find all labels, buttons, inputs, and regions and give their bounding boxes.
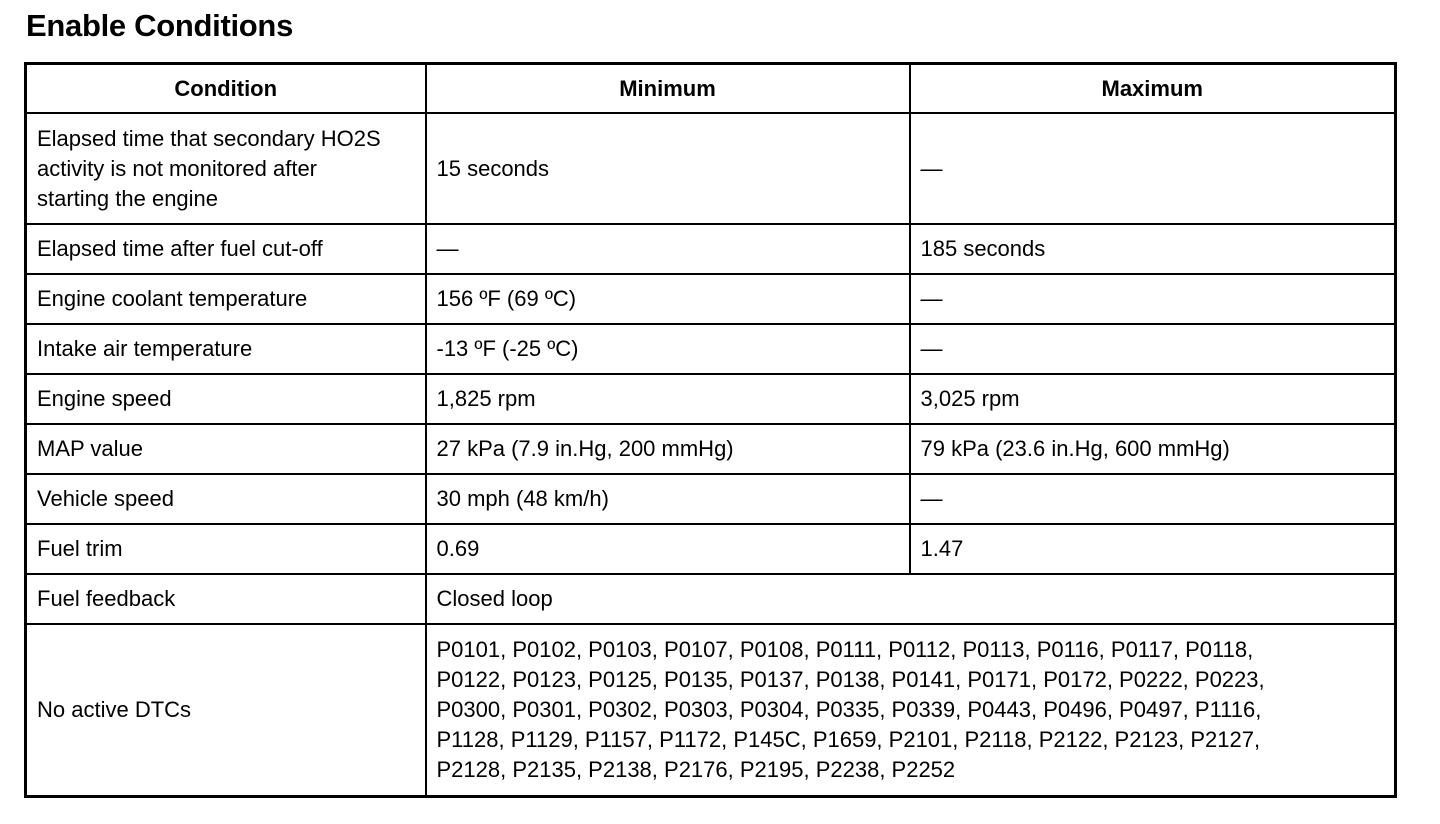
minimum-cell: -13 ºF (-25 ºC) bbox=[426, 324, 910, 374]
condition-cell: Engine coolant temperature bbox=[26, 274, 426, 324]
column-header-maximum: Maximum bbox=[910, 64, 1396, 114]
table-row bbox=[26, 424, 1396, 474]
minimum-cell: 156 ºF (69 ºC) bbox=[426, 274, 910, 324]
maximum-cell: — bbox=[910, 274, 1396, 324]
condition-cell: No active DTCs bbox=[26, 624, 426, 797]
table-row-no-active-dtcs bbox=[26, 624, 1396, 797]
minimum-cell: — bbox=[426, 224, 910, 274]
dtc-list-line: P1128, P1129, P1157, P1172, P145C, P1659, P2101, P2118, P2122, P2123, P2127, bbox=[436, 727, 1261, 752]
condition-cell: Elapsed time that secondary HO2S activity is not monitored after starting the engine bbox=[26, 113, 426, 224]
column-header-condition: Condition bbox=[26, 64, 426, 114]
condition-cell: Fuel feedback bbox=[26, 574, 426, 624]
minimum-cell: 30 mph (48 km/h) bbox=[426, 474, 910, 524]
table-row bbox=[26, 374, 1396, 424]
table-row bbox=[26, 324, 1396, 374]
table-row bbox=[26, 474, 1396, 524]
minimum-cell: 15 seconds bbox=[426, 113, 910, 224]
dtc-list-cell bbox=[426, 624, 1396, 797]
table-header-row bbox=[26, 64, 1396, 114]
minimum-cell: 1,825 rpm bbox=[426, 374, 910, 424]
table-row bbox=[26, 224, 1396, 274]
dtc-list-line: P0122, P0123, P0125, P0135, P0137, P0138, P0141, P0171, P0172, P0222, P0223, bbox=[436, 667, 1265, 692]
maximum-cell: — bbox=[910, 324, 1396, 374]
enable-conditions-table bbox=[24, 62, 1397, 798]
maximum-cell: 79 kPa (23.6 in.Hg, 600 mmHg) bbox=[910, 424, 1396, 474]
minimum-cell: 0.69 bbox=[426, 524, 910, 574]
table-row bbox=[26, 113, 1396, 224]
fuel-feedback-value-cell: Closed loop bbox=[426, 574, 1396, 624]
table-row-fuel-feedback bbox=[26, 574, 1396, 624]
page-title: Enable Conditions bbox=[26, 8, 294, 43]
condition-cell: Intake air temperature bbox=[26, 324, 426, 374]
condition-cell: Elapsed time after fuel cut-off bbox=[26, 224, 426, 274]
maximum-cell: — bbox=[910, 113, 1396, 224]
condition-cell: Vehicle speed bbox=[26, 474, 426, 524]
dtc-list-line: P0101, P0102, P0103, P0107, P0108, P0111, P0112, P0113, P0116, P0117, P0118, bbox=[436, 637, 1254, 662]
maximum-cell: 3,025 rpm bbox=[910, 374, 1396, 424]
dtc-list-line: P0300, P0301, P0302, P0303, P0304, P0335, P0339, P0443, P0496, P0497, P1116, bbox=[436, 697, 1262, 722]
maximum-cell: — bbox=[910, 474, 1396, 524]
minimum-cell: 27 kPa (7.9 in.Hg, 200 mmHg) bbox=[426, 424, 910, 474]
column-header-minimum: Minimum bbox=[426, 64, 910, 114]
condition-cell: Fuel trim bbox=[26, 524, 426, 574]
table-row bbox=[26, 524, 1396, 574]
maximum-cell: 1.47 bbox=[910, 524, 1396, 574]
condition-cell: MAP value bbox=[26, 424, 426, 474]
maximum-cell: 185 seconds bbox=[910, 224, 1396, 274]
condition-cell: Engine speed bbox=[26, 374, 426, 424]
table-row bbox=[26, 274, 1396, 324]
dtc-list-line: P2128, P2135, P2138, P2176, P2195, P2238, P2252 bbox=[436, 757, 956, 782]
